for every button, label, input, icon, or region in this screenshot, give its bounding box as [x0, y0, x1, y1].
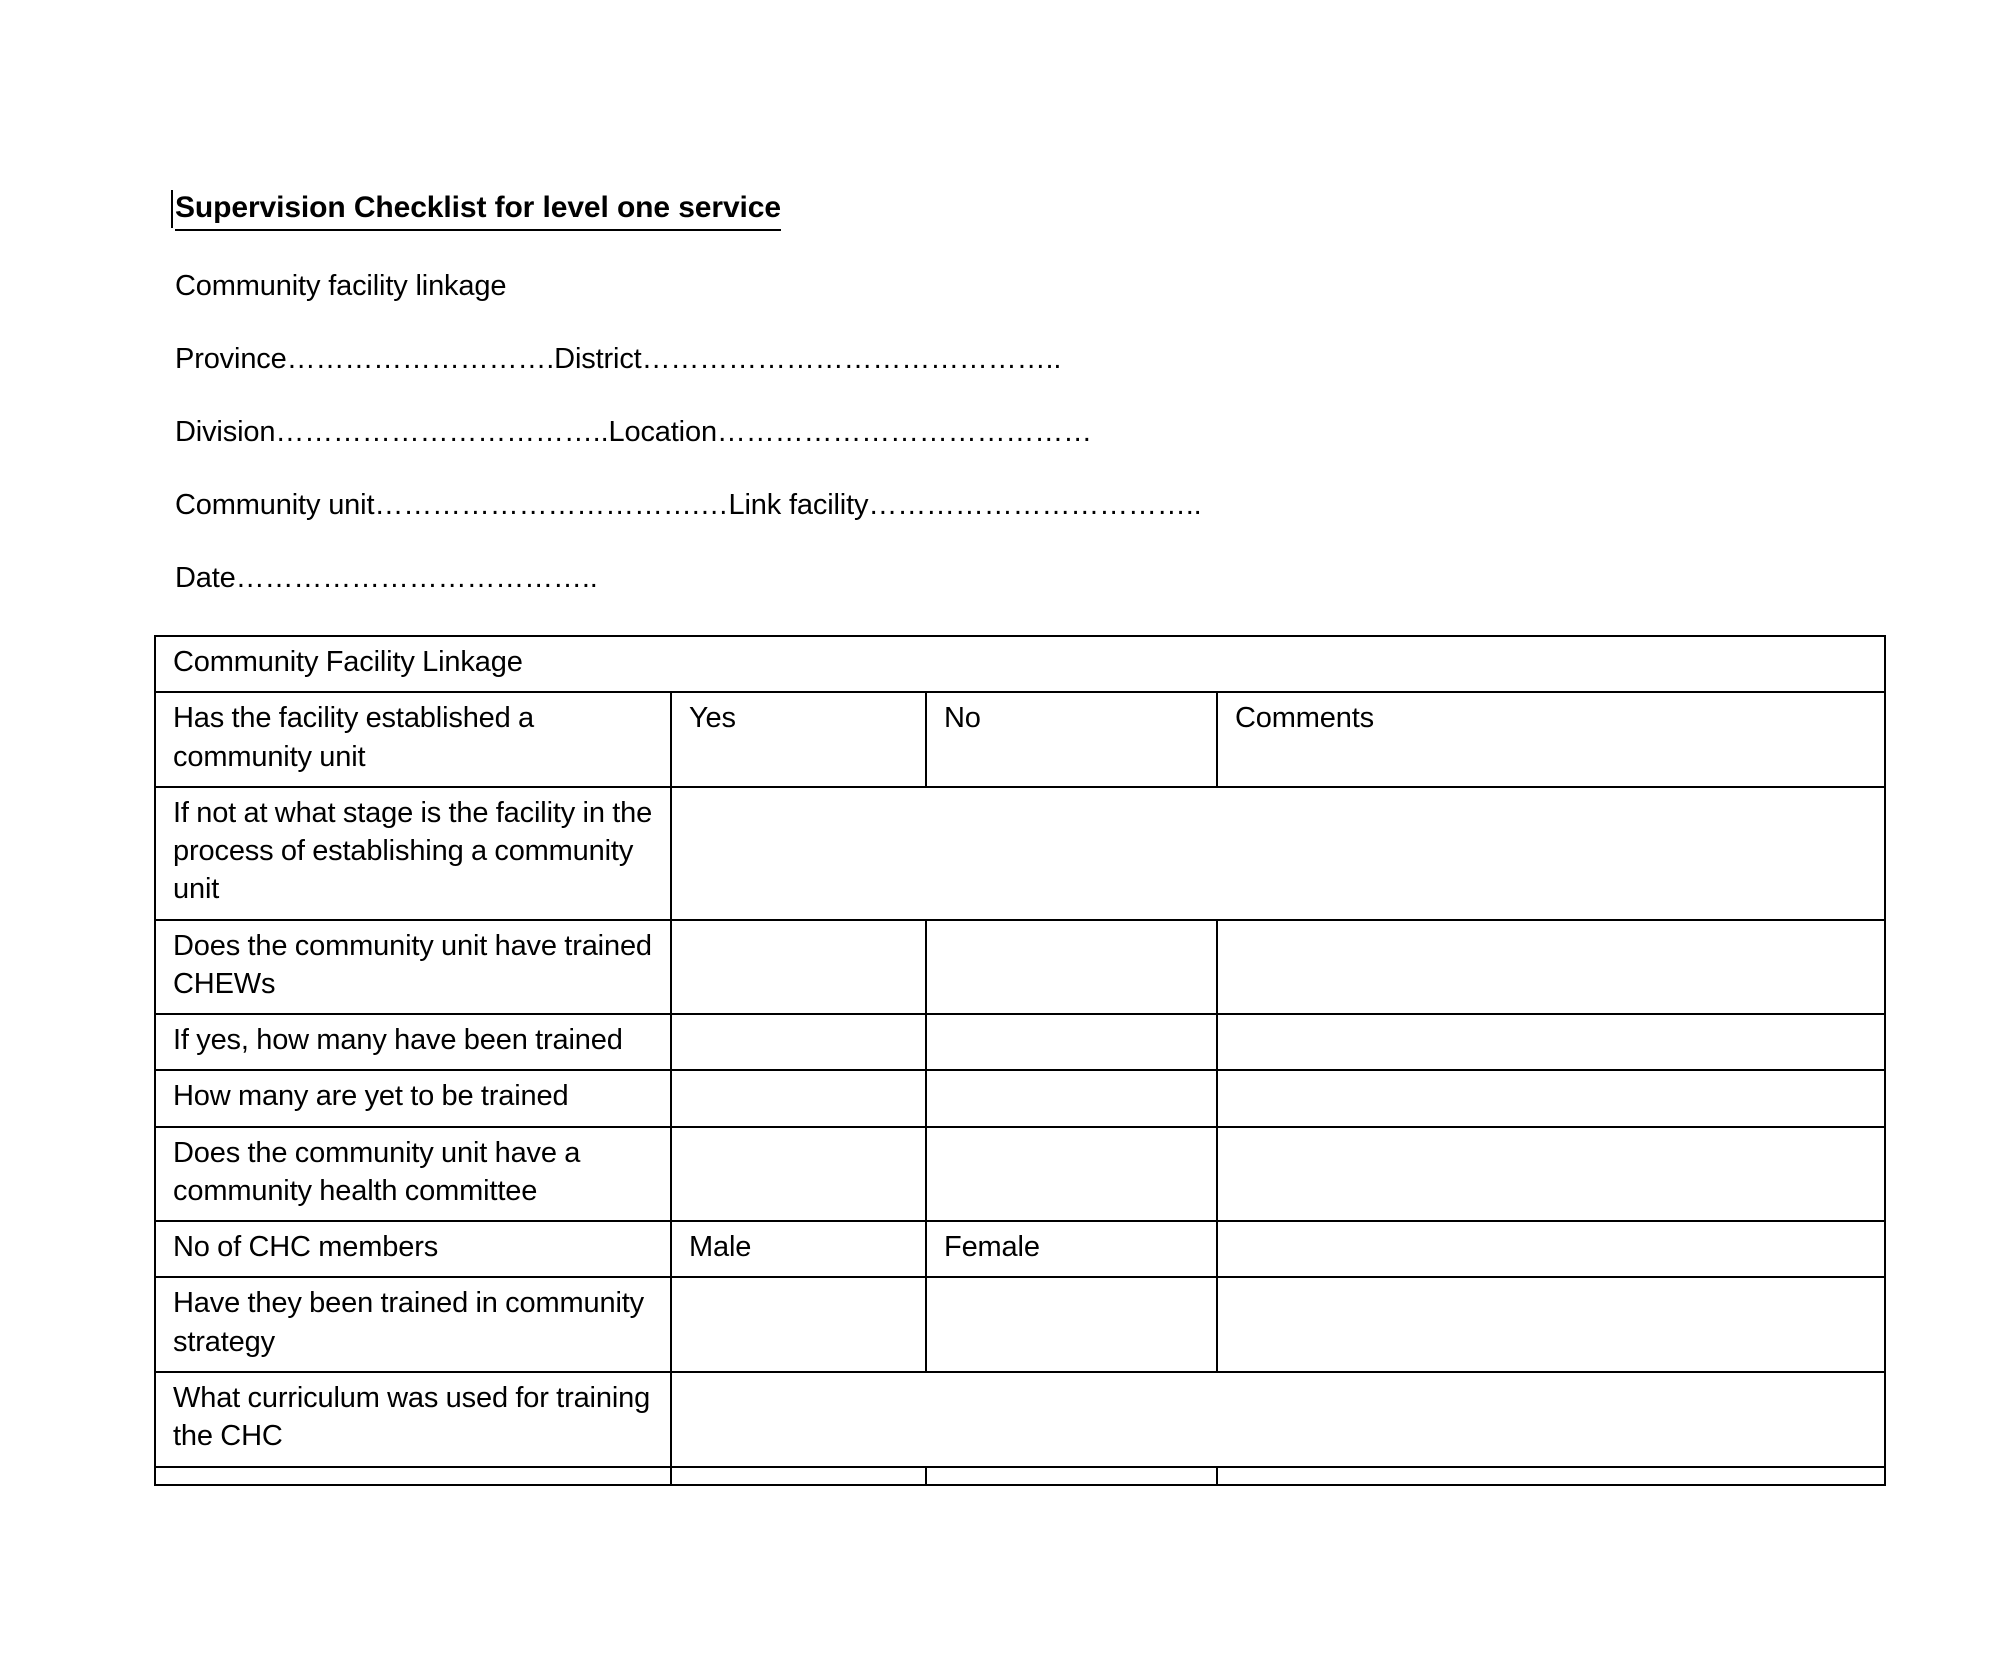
table-row — [155, 1070, 1885, 1126]
row-col-yes[interactable] — [671, 1277, 926, 1372]
row-label: No of CHC members — [155, 1221, 671, 1277]
row-label: What curriculum was used for training the CHC — [155, 1372, 671, 1467]
row-merged-answer-cell[interactable] — [671, 787, 1885, 920]
form-line-province-district[interactable]: Province……………………….District…………………………………….. — [175, 343, 1062, 375]
row-label: Have they been trained in community strategy — [155, 1277, 671, 1372]
row-label — [155, 1467, 671, 1485]
checklist-table-body — [155, 636, 1885, 1485]
row-col-comments[interactable] — [1217, 920, 1885, 1015]
table-row — [155, 1221, 1885, 1277]
row-label: Does the community unit have trained CHEWs — [155, 920, 671, 1015]
form-line-community-unit-link-facility[interactable]: Community unit…………………………….…Link facility…………………………….. — [175, 489, 1202, 521]
row-label: If yes, how many have been trained — [155, 1014, 671, 1070]
row-col-no[interactable] — [926, 1127, 1217, 1222]
form-line-division-location[interactable]: Division……………………………..Location………………………………… — [175, 416, 1092, 448]
table-row — [155, 920, 1885, 1015]
table-row — [155, 692, 1885, 787]
form-line-date[interactable]: Date……………………………….. — [175, 562, 598, 594]
checklist-table — [154, 635, 1886, 1486]
table-row — [155, 1277, 1885, 1372]
row-col-no[interactable]: No — [926, 692, 1217, 787]
row-label: If not at what stage is the facility in the process of establishing a community unit — [155, 787, 671, 920]
row-col-comments[interactable] — [1217, 1127, 1885, 1222]
row-col-no[interactable] — [926, 1014, 1217, 1070]
row-col-comments[interactable] — [1217, 1221, 1885, 1277]
row-col-no[interactable] — [926, 1070, 1217, 1126]
page-title: Supervision Checklist for level one service — [175, 192, 781, 231]
row-col-no[interactable] — [926, 1277, 1217, 1372]
row-col-yes[interactable] — [671, 1014, 926, 1070]
row-col-comments[interactable] — [1217, 1070, 1885, 1126]
row-col-yes[interactable]: Yes — [671, 692, 926, 787]
row-col-male[interactable]: Male — [671, 1221, 926, 1277]
text-cursor-caret — [171, 190, 173, 228]
table-row — [155, 1014, 1885, 1070]
row-col-female[interactable]: Female — [926, 1221, 1217, 1277]
row-merged-answer-cell[interactable] — [671, 1372, 1885, 1467]
row-col-no[interactable] — [926, 1467, 1217, 1485]
row-col-yes[interactable] — [671, 1127, 926, 1222]
table-row — [155, 787, 1885, 920]
row-label: Has the facility established a community unit — [155, 692, 671, 787]
row-col-yes[interactable] — [671, 1467, 926, 1485]
row-col-comments[interactable] — [1217, 1014, 1885, 1070]
table-section-header-row — [155, 636, 1885, 692]
row-col-yes[interactable] — [671, 1070, 926, 1126]
row-label: How many are yet to be trained — [155, 1070, 671, 1126]
table-row — [155, 1467, 1885, 1485]
row-col-comments[interactable] — [1217, 1467, 1885, 1485]
row-label: Does the community unit have a community health committee — [155, 1127, 671, 1222]
table-section-header-cell: Community Facility Linkage — [155, 636, 1885, 692]
table-row — [155, 1127, 1885, 1222]
row-col-comments[interactable] — [1217, 1277, 1885, 1372]
checklist-table-wrapper — [154, 635, 1884, 1486]
page-title-row — [175, 192, 781, 231]
table-row — [155, 1372, 1885, 1467]
row-col-no[interactable] — [926, 920, 1217, 1015]
row-col-comments[interactable]: Comments — [1217, 692, 1885, 787]
row-col-yes[interactable] — [671, 920, 926, 1015]
document-subtitle: Community facility linkage — [175, 270, 507, 302]
